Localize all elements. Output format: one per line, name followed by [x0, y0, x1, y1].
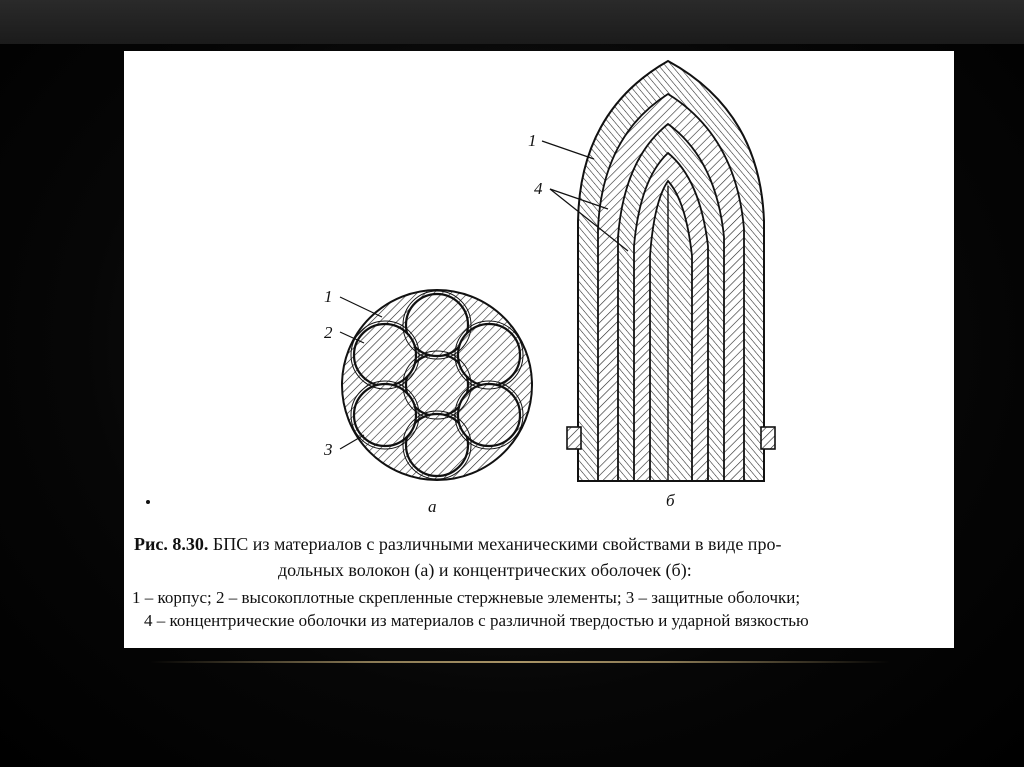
caption-line-1 — [134, 534, 781, 555]
sublabel-a: а — [428, 497, 437, 516]
divider-line — [150, 661, 890, 663]
longitudinal-section-b — [528, 61, 775, 510]
caption-line-4: 4 – концентрические оболочки из материалов с различной твердостью и ударной вязкостью — [144, 611, 809, 630]
caption-line-3: 1 – корпус; 2 – высокоплотные скрепленные стержневые элементы; 3 – защитные оболочки; — [132, 588, 801, 607]
label-1-b: 1 — [528, 131, 537, 150]
figure-number: Рис. 8.30. — [134, 534, 209, 554]
label-2: 2 — [324, 323, 333, 342]
top-band — [0, 0, 1024, 44]
label-1: 1 — [324, 287, 333, 306]
sublabel-b: б — [666, 491, 675, 510]
slide-image — [124, 51, 954, 648]
stray-dot — [146, 500, 150, 504]
label-3: 3 — [324, 440, 333, 459]
caption-line-2: дольных волокон (а) и концентрических оболочек (б): — [278, 560, 692, 580]
label-4: 4 — [534, 179, 543, 198]
cross-section-a — [323, 287, 532, 516]
caption-line-1-text: БПС из материалов с различными механическими свойствами в виде про- — [208, 534, 782, 554]
figure-diagram — [124, 51, 954, 648]
